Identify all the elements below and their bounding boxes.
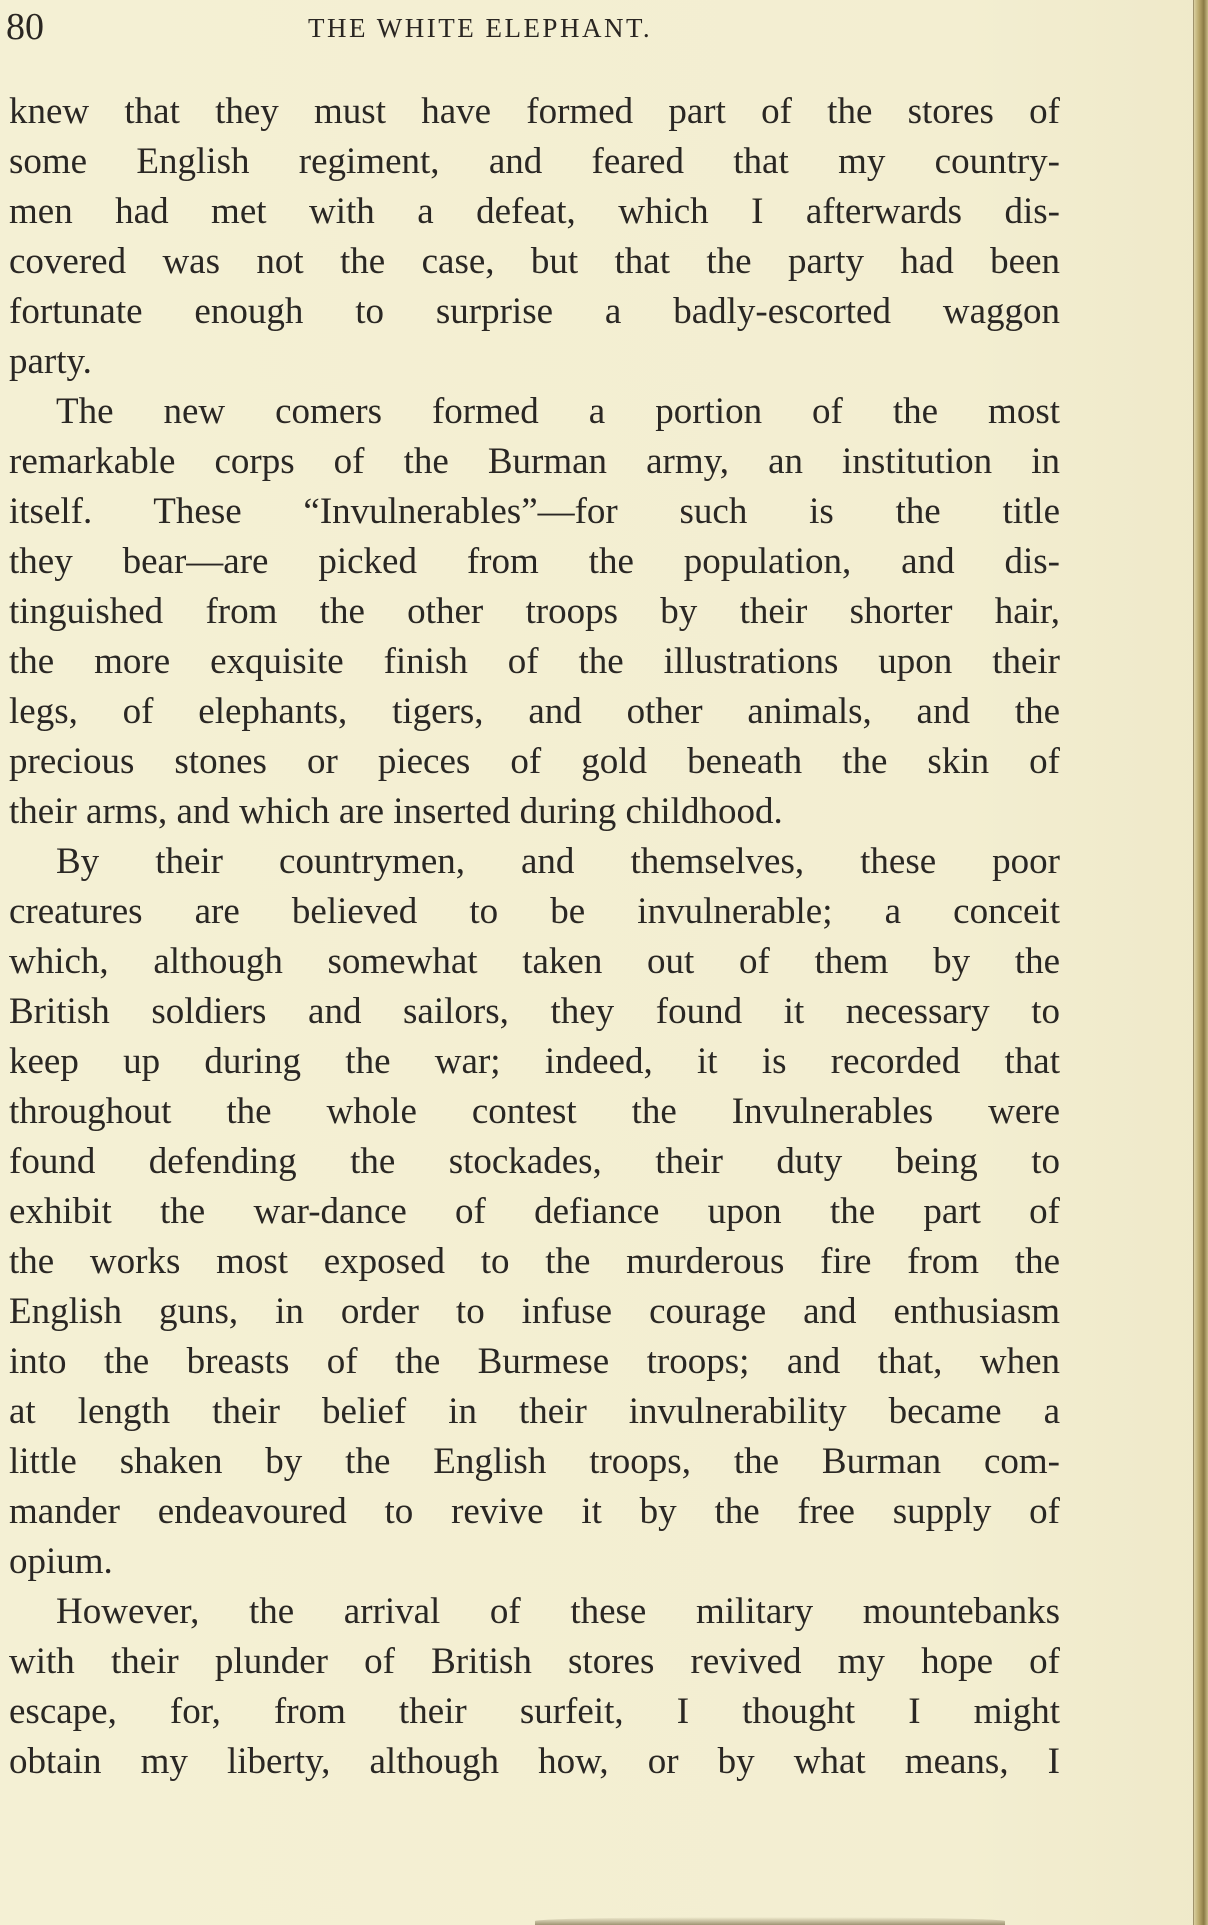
page-header	[0, 2, 1060, 52]
text-line: their arms, and which are inserted during childhood.	[9, 791, 783, 832]
text-line: itself. These “Invulnerables”—for such is the title	[9, 491, 1060, 532]
running-title: THE WHITE ELEPHANT.	[308, 13, 653, 43]
paragraph-first-line: The new comers formed a portion of the most	[56, 391, 1060, 432]
page-number: 80	[6, 6, 44, 48]
paragraph-first-line: However, the arrival of these military mountebanks	[56, 1591, 1060, 1632]
text-line: covered was not the case, but that the party had been	[9, 241, 1060, 282]
text-line: obtain my liberty, although how, or by what means, I	[9, 1741, 1060, 1782]
text-line: British soldiers and sailors, they found it necessary to	[9, 991, 1060, 1032]
bottom-shadow	[535, 1917, 1005, 1925]
text-line: escape, for, from their surfeit, I thought I might	[9, 1691, 1060, 1732]
text-line: remarkable corps of the Burman army, an institution in	[9, 441, 1060, 482]
text-line: with their plunder of British stores revived my hope of	[9, 1641, 1060, 1682]
text-line: fortunate enough to surprise a badly-escorted waggon	[9, 291, 1060, 332]
text-line: which, although somewhat taken out of them by the	[9, 941, 1060, 982]
text-line: into the breasts of the Burmese troops; and that, when	[9, 1341, 1060, 1382]
text-line: opium.	[9, 1541, 113, 1582]
paragraph-first-line: By their countrymen, and themselves, these poor	[56, 841, 1060, 882]
text-line: some English regiment, and feared that my country-	[9, 141, 1060, 182]
text-line: exhibit the war-dance of defiance upon the part of	[9, 1191, 1060, 1232]
text-line: the works most exposed to the murderous fire from the	[9, 1241, 1060, 1282]
text-line: knew that they must have formed part of the stores of	[9, 91, 1060, 132]
text-line: legs, of elephants, tigers, and other animals, and the	[9, 691, 1060, 732]
text-line: at length their belief in their invulnerability became a	[9, 1391, 1060, 1432]
text-line: English guns, in order to infuse courage and enthusiasm	[9, 1291, 1060, 1332]
text-line: mander endeavoured to revive it by the free supply of	[9, 1491, 1060, 1532]
text-line: they bear—are picked from the population, and dis-	[9, 541, 1060, 582]
text-line: party.	[9, 341, 92, 382]
text-line: tinguished from the other troops by their shorter hair,	[9, 591, 1060, 632]
body-text	[9, 87, 1060, 1787]
text-line: creatures are believed to be invulnerable; a conceit	[9, 891, 1060, 932]
text-line: precious stones or pieces of gold beneath the skin of	[9, 741, 1060, 782]
text-line: throughout the whole contest the Invulnerables were	[9, 1091, 1060, 1132]
text-line: little shaken by the English troops, the Burman com-	[9, 1441, 1060, 1482]
text-line: men had met with a defeat, which I afterwards dis-	[9, 191, 1060, 232]
text-line: keep up during the war; indeed, it is recorded that	[9, 1041, 1060, 1082]
text-line: the more exquisite finish of the illustrations upon their	[9, 641, 1060, 682]
page-edge	[1194, 0, 1208, 1925]
text-line: found defending the stockades, their duty being to	[9, 1141, 1060, 1182]
